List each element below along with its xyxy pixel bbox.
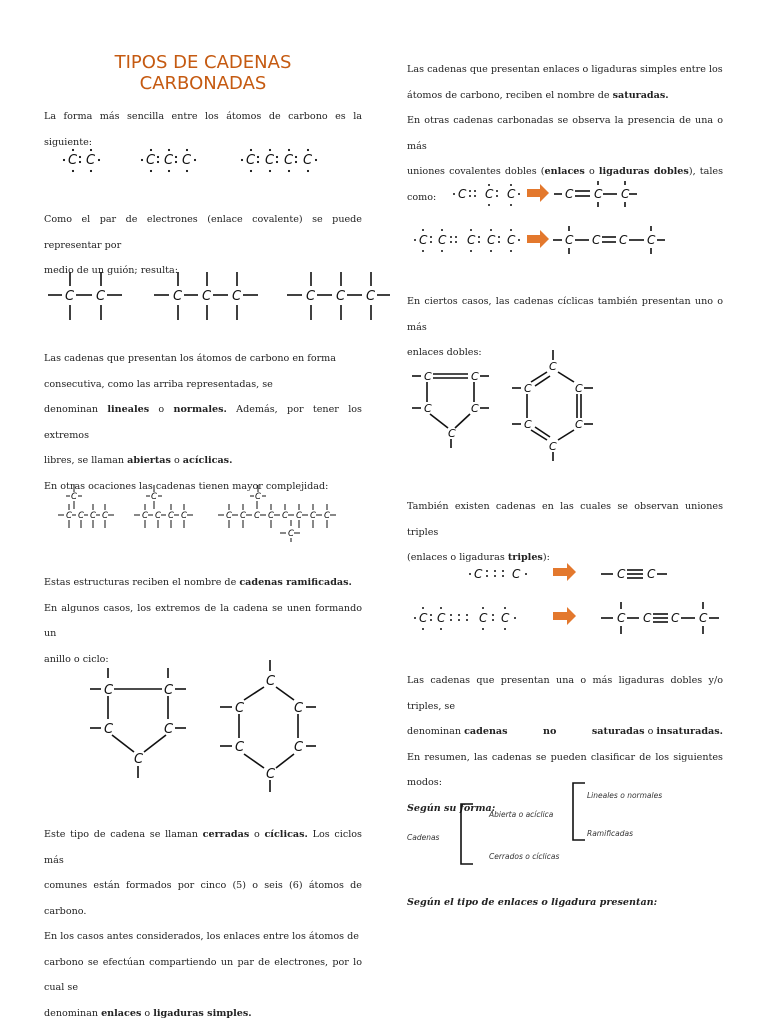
atom-label: C: [419, 233, 428, 247]
atom-label: C: [699, 611, 708, 625]
classification-tree-diagram: [407, 778, 723, 868]
atom-label: C: [134, 752, 144, 767]
dash-structures-diagram: [44, 268, 374, 324]
atom-label: C: [501, 611, 510, 625]
atom-label: C: [467, 233, 476, 247]
paragraph: También existen cadenas en las cuales se observan uniones triples (enlaces o ligaduras triples):: [407, 501, 723, 563]
atom-label: C: [336, 289, 346, 304]
atom-label: C: [240, 511, 246, 521]
atom-label: C: [512, 567, 521, 581]
atom-label: C: [266, 767, 276, 782]
atom-label: C: [524, 382, 532, 395]
atom-label: C: [155, 511, 161, 521]
atom-label: C: [617, 567, 626, 581]
paragraph: Este tipo de cadena se llaman cerradas o cíclicas. Los ciclos más comunes están formados por cinco (5) o seis (6) átomos de carbono. En los casos antes considerados, los enlaces entre los átomos de carbono se efectúan compartiendo un par de electrones, por lo cual se denominan enlaces o ligaduras simples.: [44, 829, 362, 1019]
arrow-icon: [527, 184, 549, 202]
atom-label: C: [182, 153, 192, 168]
atom-label: C: [246, 153, 256, 168]
atom-label: C: [647, 567, 656, 581]
tree-leaf-label: Ramificadas: [587, 829, 634, 838]
atom-label: C: [419, 611, 428, 625]
arrow-icon: [527, 230, 549, 248]
atom-label: C: [643, 611, 652, 625]
atom-label: C: [617, 611, 626, 625]
cyclic-double-bond-diagram: [407, 348, 723, 464]
atom-label: C: [226, 511, 232, 521]
atom-label: C: [524, 418, 532, 431]
atom-label: C: [288, 529, 294, 539]
atom-label: C: [592, 233, 601, 247]
cyclic-chains-diagram: [44, 656, 362, 796]
atom-label: C: [65, 289, 75, 304]
paragraph: Como el par de electrones (enlace covalente) se puede representar por medio de un guión; resulta:: [44, 214, 362, 276]
tree-leaf-label: Lineales o normales: [587, 791, 663, 800]
paragraph: Estas estructuras reciben el nombre de cadenas ramificadas. En algunos casos, los extremos de la cadena se unen formando un anillo o ciclo:: [44, 577, 362, 665]
atom-label: C: [102, 511, 108, 521]
atom-label: C: [479, 611, 488, 625]
atom-label: C: [294, 701, 304, 716]
atom-label: C: [235, 701, 245, 716]
lewis-structures-diagram: [44, 140, 362, 180]
atom-label: C: [565, 187, 574, 201]
atom-label: C: [181, 511, 187, 521]
atom-label: C: [202, 289, 212, 304]
triple-bond-chains-diagram: [407, 556, 723, 640]
atom-label: C: [294, 740, 304, 755]
atom-label: C: [282, 511, 288, 521]
atom-label: C: [549, 440, 557, 453]
atom-label: C: [168, 511, 174, 521]
atom-label: C: [146, 153, 156, 168]
atom-label: C: [474, 567, 483, 581]
atom-label: C: [619, 233, 628, 247]
atom-label: C: [104, 683, 114, 698]
atom-label: C: [255, 492, 261, 502]
atom-label: C: [621, 187, 630, 201]
atom-label: C: [424, 402, 432, 415]
atom-label: C: [71, 492, 77, 502]
atom-label: C: [90, 511, 96, 521]
section-heading: Según su forma:: [407, 802, 496, 814]
atom-label: C: [268, 511, 274, 521]
atom-label: C: [151, 492, 157, 502]
atom-label: C: [235, 740, 245, 755]
arrow-icon: [553, 563, 576, 581]
atom-label: C: [647, 233, 656, 247]
atom-label: C: [310, 511, 316, 521]
paragraph: En ciertos casos, las cadenas cíclicas también presentan uno o más enlaces dobles:: [407, 296, 723, 358]
paragraph: La forma más sencilla entre los átomos de carbono es la siguiente:: [44, 111, 362, 148]
atom-label: C: [104, 722, 114, 737]
atom-label: C: [68, 153, 78, 168]
atom-label: C: [232, 289, 242, 304]
tree-root-label: Cadenas: [407, 833, 440, 842]
atom-label: C: [424, 370, 432, 383]
atom-label: C: [266, 674, 276, 689]
atom-label: C: [448, 427, 456, 440]
double-bond-chains-diagram: [407, 178, 723, 258]
atom-label: C: [507, 187, 516, 201]
atom-label: C: [173, 289, 183, 304]
atom-label: C: [296, 511, 302, 521]
section-heading: Según el tipo de enlaces o ligadura presentan:: [407, 897, 658, 908]
tree-branch-label: Cerrados o cíclicas: [489, 852, 560, 861]
atom-label: C: [164, 722, 174, 737]
atom-label: C: [324, 511, 330, 521]
atom-label: C: [575, 418, 583, 431]
arrow-icon: [553, 607, 576, 625]
branched-chains-diagram: [44, 482, 362, 542]
atom-label: C: [594, 187, 603, 201]
atom-label: C: [471, 370, 479, 383]
atom-label: C: [458, 187, 467, 201]
atom-label: C: [487, 233, 496, 247]
atom-label: C: [565, 233, 574, 247]
atom-label: C: [438, 233, 447, 247]
atom-label: C: [485, 187, 494, 201]
tree-branch-label: Abierta o acíclica: [489, 810, 554, 819]
atom-label: C: [78, 511, 84, 521]
atom-label: C: [86, 153, 96, 168]
page-title: TIPOS DE CADENAS CARBONADAS: [114, 52, 292, 94]
paragraph: Las cadenas que presentan una o más ligaduras dobles y/o triples, se denominan cadenas no saturadas o insaturadas. En resumen, las cadenas se pueden clasificar de los siguientes modos: Según su forma:: [407, 668, 723, 821]
atom-label: C: [575, 382, 583, 395]
atom-label: C: [265, 153, 275, 168]
atom-label: C: [284, 153, 294, 168]
atom-label: C: [254, 511, 260, 521]
atom-label: C: [66, 511, 72, 521]
atom-label: C: [306, 289, 316, 304]
paragraph: Las cadenas que presentan enlaces o ligaduras simples entre los átomos de carbono, reciben el nombre de saturadas. En otras cadenas carbonadas se observa la presencia de una o más uniones covalentes dobles (enlaces o ligaduras dobles), tales como:: [407, 64, 723, 203]
atom-label: C: [303, 153, 313, 168]
atom-label: C: [549, 360, 557, 373]
atom-label: C: [507, 233, 516, 247]
atom-label: C: [437, 611, 446, 625]
atom-label: C: [671, 611, 680, 625]
atom-label: C: [366, 289, 376, 304]
atom-label: C: [164, 683, 174, 698]
atom-label: C: [164, 153, 174, 168]
atom-label: C: [471, 402, 479, 415]
atom-label: C: [96, 289, 106, 304]
paragraph: Las cadenas que presentan los átomos de carbono en forma consecutiva, como las arriba representadas, se denominan lineales o normales. Además, por tener los extremos libres, se llaman abiertas o acíclicas. En otras ocaciones las cadenas tienen mayor complejidad:: [44, 353, 362, 492]
atom-label: C: [142, 511, 148, 521]
